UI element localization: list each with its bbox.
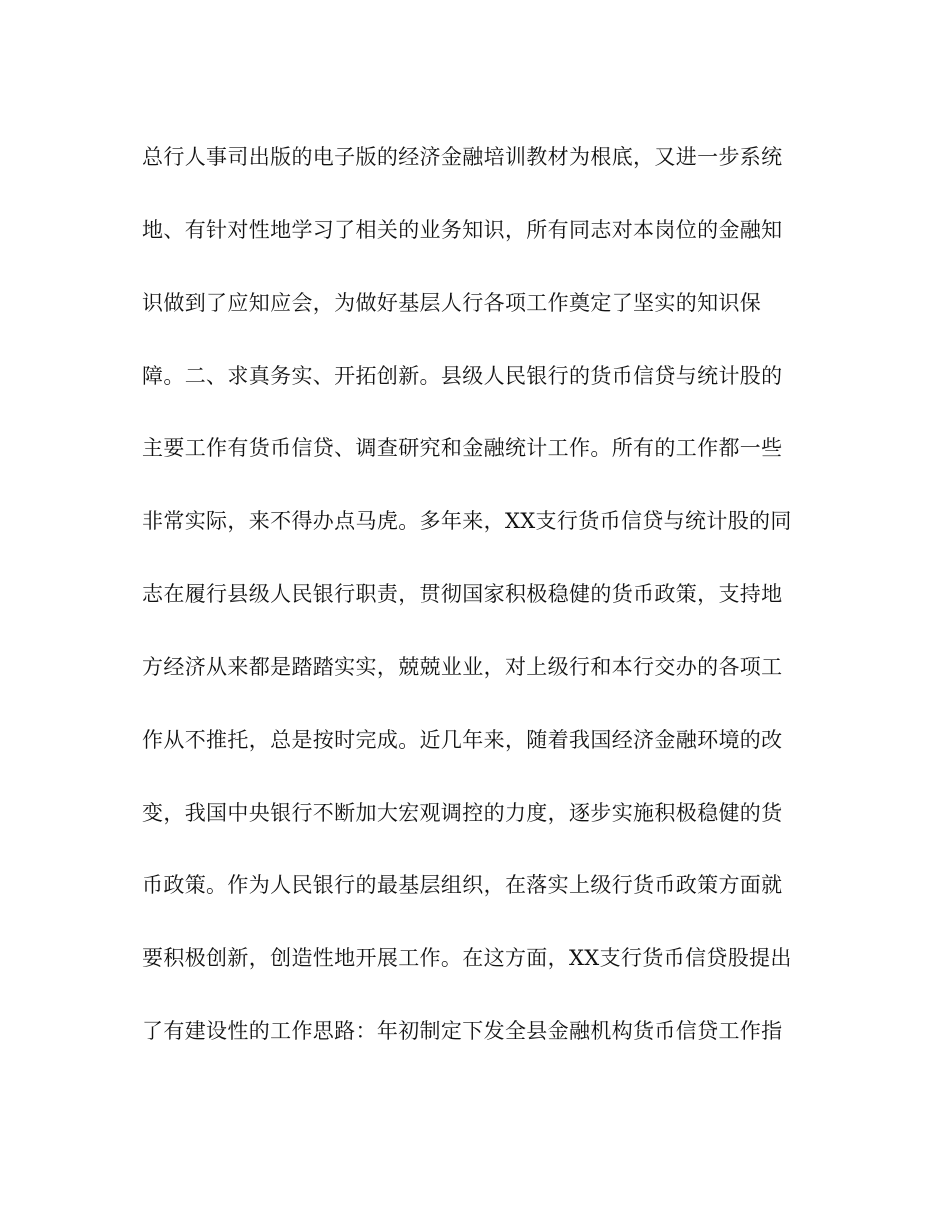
text-line: 了有建设性的工作思路：年初制定下发全县金融机构货币信贷工作指 (142, 1019, 783, 1043)
text-line: 币政策。作为人民银行的最基层组织，在落实上级行货币政策方面就 (142, 873, 783, 897)
text-line: 地、有针对性地学习了相关的业务知识，所有同志对本岗位的金融知 (142, 218, 783, 242)
text-line: 主要工作有货币信贷、调查研究和金融统计工作。所有的工作都一些 (142, 436, 783, 460)
text-line: 非常实际，来不得办点马虎。多年来，XX支行货币信贷与统计股的同 (142, 509, 792, 533)
text-line: 方经济从来都是踏踏实实，兢兢业业，对上级行和本行交办的各项工 (142, 655, 783, 679)
text-line: 障。二、求真务实、开拓创新。县级人民银行的货币信贷与统计股的 (142, 364, 783, 388)
text-line: 要积极创新，创造性地开展工作。在这方面，XX支行货币信贷股提出 (142, 946, 792, 970)
text-line: 总行人事司出版的电子版的经济金融培训教材为根底，又进一步系统 (142, 145, 783, 169)
text-line: 变，我国中央银行不断加大宏观调控的力度，逐步实施积极稳健的货 (142, 801, 783, 825)
text-line: 识做到了应知应会，为做好基层人行各项工作奠定了坚实的知识保 (142, 291, 762, 315)
text-line: 作从不推托，总是按时完成。近几年来，随着我国经济金融环境的改 (142, 728, 783, 752)
text-line: 志在履行县级人民银行职责，贯彻国家积极稳健的货币政策，支持地 (142, 582, 783, 606)
